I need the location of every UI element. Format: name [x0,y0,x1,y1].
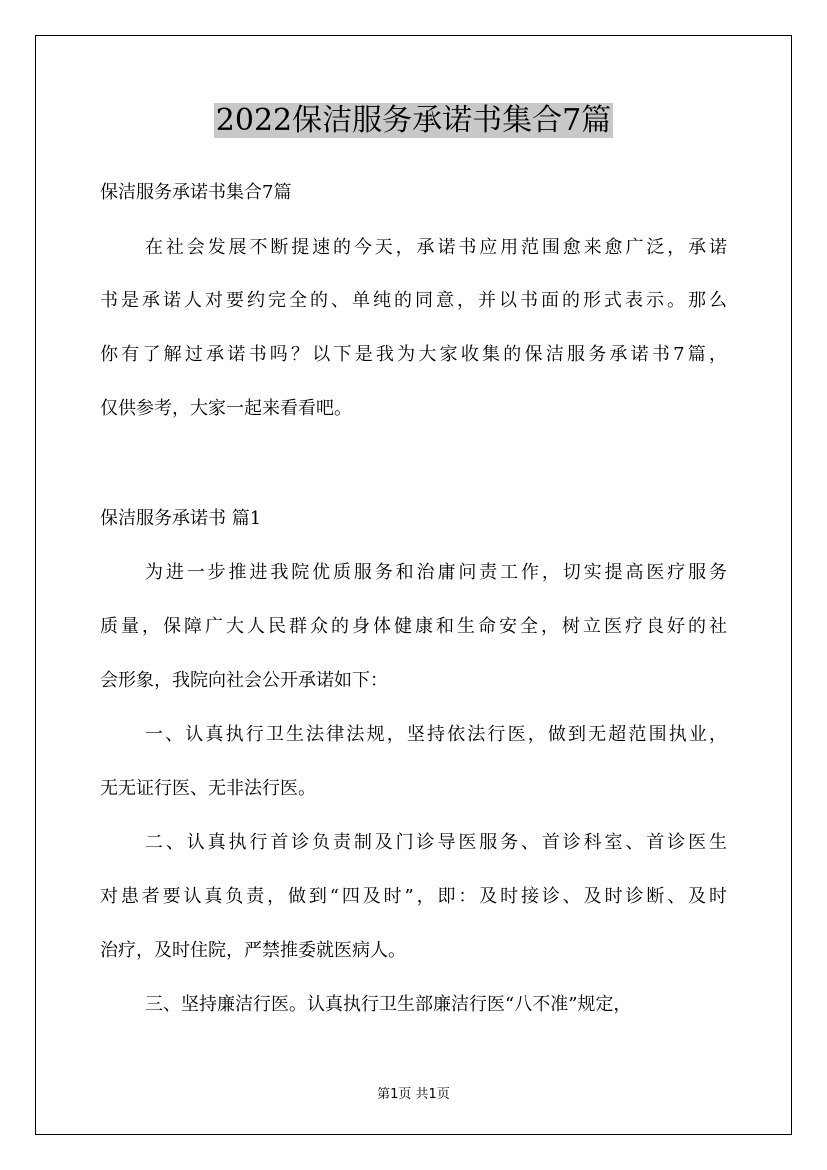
body-line-5: 无无证行医、无非法行医。 [100,778,316,799]
body-line-8: 治疗，及时住院，严禁推委就医病人。 [100,940,406,961]
intro-line-1: 在社会发展不断提速的今天，承诺书应用范围愈来愈广泛，承诺 [145,237,727,258]
body-line-6: 二、认真执行首诊负责制及门诊导医服务、首诊科室、首诊医生 [145,832,727,853]
document-title-wrap [0,100,827,142]
body-line-9: 三、坚持廉洁行医。认真执行卫生部廉洁行医“八不准”规定， [145,994,632,1015]
section-heading: 保洁服务承诺书 篇1 [100,508,262,529]
body-line-2: 质量，保障广大人民群众的身体健康和生命安全，树立医疗良好的社 [100,616,727,637]
body-line-4: 一、认真执行卫生法律法规，坚持依法行医，做到无超范围执业， [145,724,727,745]
document-subtitle: 保洁服务承诺书集合7篇 [100,182,292,203]
body-line-7: 对患者要认真负责，做到“四及时”，即：及时接诊、及时诊断、及时 [100,886,727,907]
document-title: 2022保洁服务承诺书集合7篇 [215,103,612,138]
page-footer: 第1页 共1页 [377,1087,450,1102]
intro-line-4: 仅供参考，大家一起来看看吧。 [100,398,352,419]
intro-line-3: 你有了解过承诺书吗？以下是我为大家收集的保洁服务承诺书7篇， [100,344,727,365]
intro-line-2: 书是承诺人对要约完全的、单纯的同意，并以书面的形式表示。那么 [100,290,727,311]
body-line-1: 为进一步推进我院优质服务和治庸问责工作，切实提高医疗服务 [145,562,727,583]
body-line-3: 会形象，我院向社会公开承诺如下： [100,670,388,691]
